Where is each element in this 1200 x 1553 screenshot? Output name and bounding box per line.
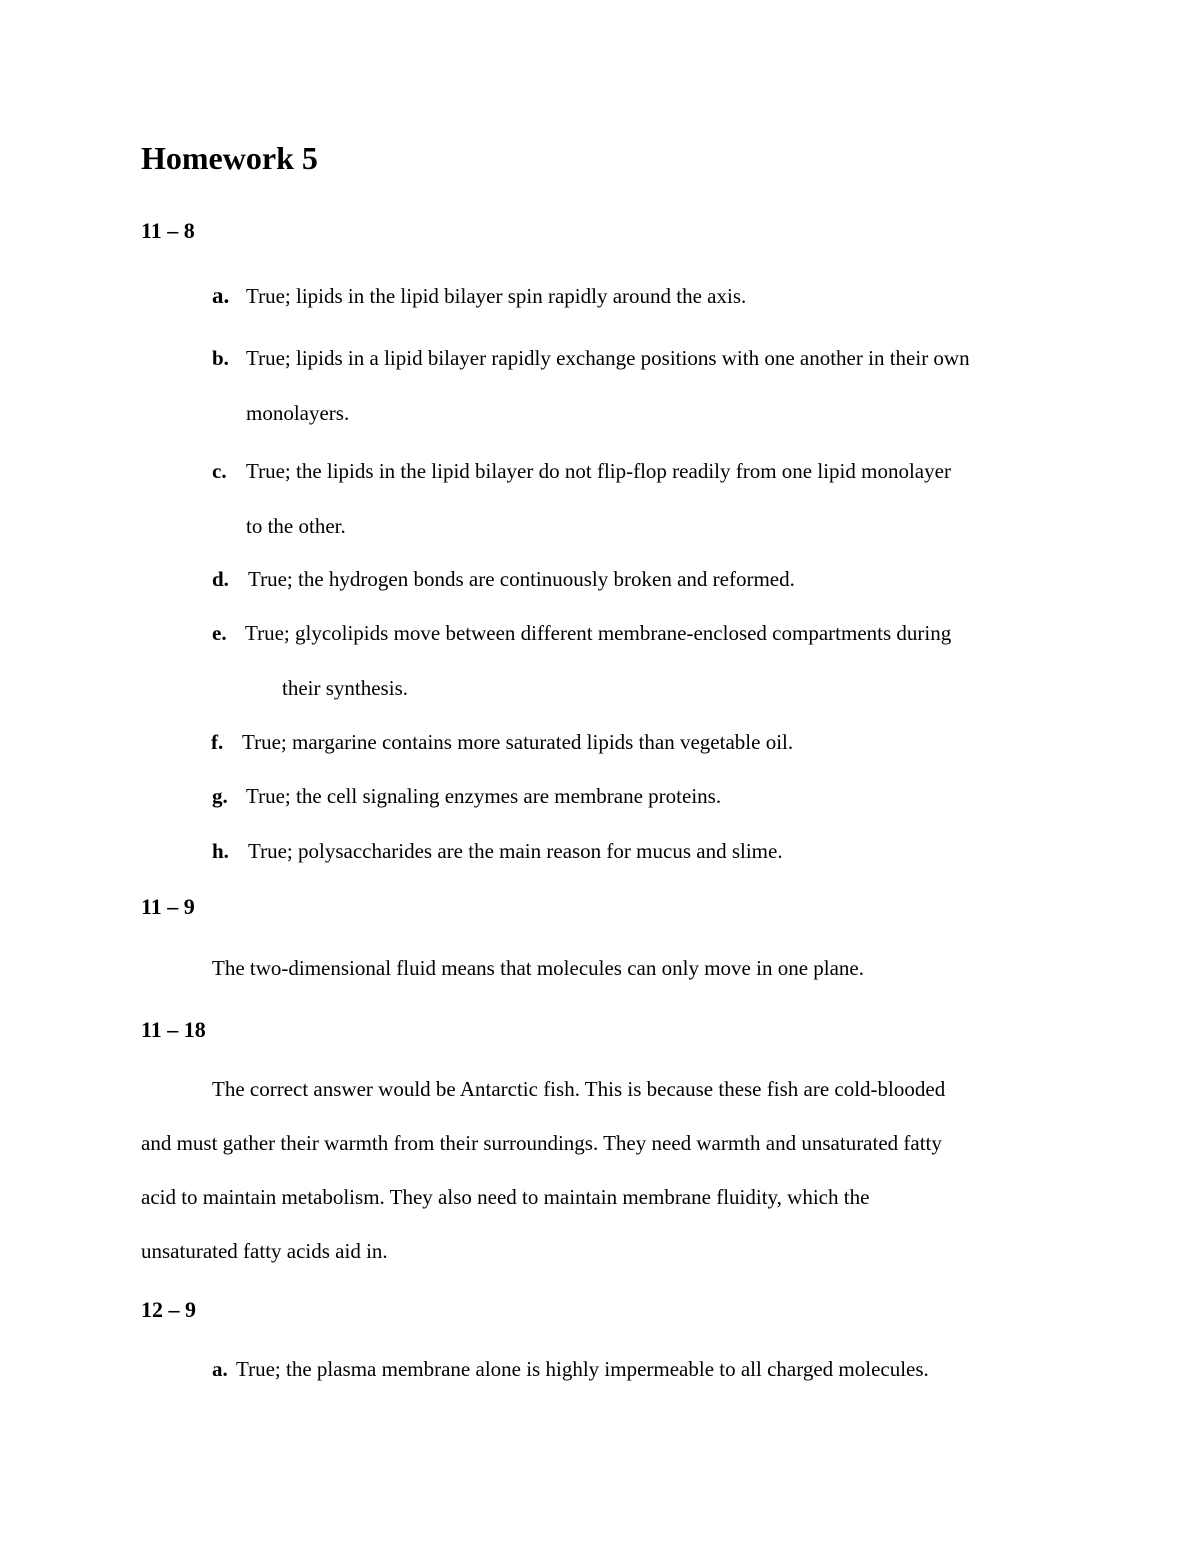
answer-item-b-continuation: monolayers. <box>246 401 350 425</box>
item-marker: a. <box>212 1357 228 1381</box>
answer-item-c-continuation: to the other. <box>246 514 346 538</box>
section-heading-12-9: 12 – 9 <box>141 1297 196 1322</box>
item-marker: f. <box>211 730 224 754</box>
paragraph-line: unsaturated fatty acids aid in. <box>141 1239 388 1263</box>
item-text: True; the cell signaling enzymes are membrane proteins. <box>246 784 722 808</box>
section-heading-11-18: 11 – 18 <box>141 1017 206 1042</box>
answer-item-e <box>212 621 951 646</box>
item-marker: e. <box>212 621 227 645</box>
paragraph-line: The two-dimensional fluid means that molecules can only move in one plane. <box>212 956 864 980</box>
paragraph-line: and must gather their warmth from their surroundings. They need warmth and unsaturated fatty <box>141 1131 942 1155</box>
item-text: True; lipids in the lipid bilayer spin rapidly around the axis. <box>246 284 747 308</box>
item-marker: g. <box>212 784 228 808</box>
answer-item-b <box>212 346 970 371</box>
answer-item-c <box>212 459 951 484</box>
answer-item-f <box>211 730 793 755</box>
item-marker: c. <box>212 459 227 483</box>
item-marker: a. <box>212 283 230 308</box>
item-text: True; glycolipids move between different membrane-enclosed compartments during <box>245 621 952 645</box>
answer-item-d <box>212 567 795 592</box>
answer-item-g <box>212 784 721 809</box>
answer-item-h <box>212 839 783 864</box>
section-heading-11-8: 11 – 8 <box>141 218 195 243</box>
item-marker: d. <box>212 567 229 591</box>
document-title: Homework 5 <box>141 140 318 176</box>
item-text: True; lipids in a lipid bilayer rapidly exchange positions with one another in their own <box>246 346 970 370</box>
item-text: True; the hydrogen bonds are continuously broken and reformed. <box>248 567 795 591</box>
item-marker: b. <box>212 346 229 370</box>
item-text: True; the lipids in the lipid bilayer do not flip-flop readily from one lipid monolayer <box>246 459 951 483</box>
item-text: True; margarine contains more saturated lipids than vegetable oil. <box>242 730 794 754</box>
answer-item-a <box>212 283 746 309</box>
item-text: True; polysaccharides are the main reason for mucus and slime. <box>248 839 783 863</box>
paragraph-line: The correct answer would be Antarctic fish. This is because these fish are cold-blooded <box>212 1077 946 1101</box>
item-text: True; the plasma membrane alone is highly impermeable to all charged molecules. <box>236 1357 929 1381</box>
item-marker: h. <box>212 839 229 863</box>
answer-item-a <box>212 1357 929 1382</box>
section-heading-11-9: 11 – 9 <box>141 894 195 919</box>
answer-item-e-continuation: their synthesis. <box>282 676 408 700</box>
paragraph-line: acid to maintain metabolism. They also need to maintain membrane fluidity, which the <box>141 1185 870 1209</box>
